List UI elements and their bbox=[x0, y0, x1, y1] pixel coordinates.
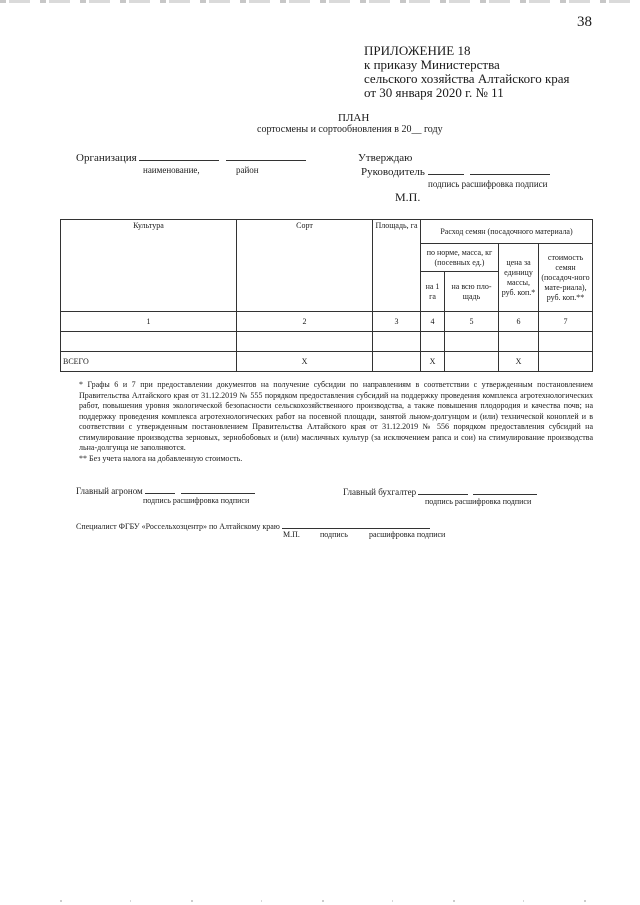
column-numbers-row bbox=[61, 312, 593, 332]
header-sort: Сорт bbox=[237, 220, 373, 312]
col-number: 2 bbox=[237, 312, 373, 332]
cell[interactable] bbox=[539, 332, 593, 352]
total-row bbox=[61, 352, 593, 372]
header-area: Площадь, га bbox=[373, 220, 421, 312]
appendix-line-1: ПРИЛОЖЕНИЕ 18 bbox=[364, 43, 471, 58]
appendix-line-3: сельского хозяйства Алтайского края bbox=[364, 71, 570, 86]
approve-label: Утверждаю bbox=[358, 152, 413, 164]
cell[interactable] bbox=[421, 332, 445, 352]
approve-head-label: Руководитель bbox=[361, 166, 425, 178]
org-label bbox=[76, 151, 306, 164]
total-label: ВСЕГО bbox=[61, 352, 237, 372]
cell[interactable] bbox=[445, 332, 499, 352]
footnote-1: * Графы 6 и 7 при предоставлении документов на получение субсидии по направлениям в соответствии с утвержденным постановлением Правительства Алтайского края от 31.12.2019 № 555 порядком предоставления субсидий на поддержку проведения комплекса агротехнологических работ, повышения уровня экологической безопасности сельскохозяйственного производства, а также повышения плодородия и качества почв; на поддержку проведения комплекса агротехнологических работ на посевной площади, занятой льном-долгунцом и (или) технической коноплей и в соответствии с утвержденным постановлением Правительства Алтайского края от 31.12.2019 № 556 порядком предоставления субсидий на стимулирование производства зерновых, зернобобовых и (или) масличных культур (за исключением рапса и сои) на стимулирование производства льна-долгунца не заполняются. bbox=[79, 380, 593, 452]
specialist-label: Специалист ФГБУ «Россельхозцентр» по Алтайскому краю bbox=[76, 522, 280, 531]
accountant-caption: подпись расшифровка подписи bbox=[425, 497, 532, 506]
agronomist-caption: подпись расшифровка подписи bbox=[143, 496, 250, 505]
cell[interactable] bbox=[61, 332, 237, 352]
document-subtitle: сортосмены и сортообновления в 20__ году bbox=[257, 124, 443, 135]
footnote-2: ** Без учета налога на добавленную стоимость. bbox=[79, 453, 243, 463]
total-mark: Х bbox=[237, 352, 373, 372]
accountant-label: Главный бухгалтер bbox=[343, 487, 417, 497]
approve-head bbox=[361, 165, 550, 178]
header-seed-consumption: Расход семян (посадочного материала) bbox=[421, 220, 593, 244]
table-row bbox=[61, 332, 593, 352]
specialist-decode-caption: расшифровка подписи bbox=[369, 530, 446, 539]
org-label-text: Организация bbox=[76, 152, 137, 164]
cell[interactable] bbox=[499, 332, 539, 352]
total-mark: Х bbox=[499, 352, 539, 372]
total-mark: Х bbox=[421, 352, 445, 372]
agronomist-name-field[interactable] bbox=[181, 484, 255, 494]
footnotes bbox=[79, 380, 593, 464]
approve-sign-caption: подпись расшифровка подписи bbox=[428, 179, 548, 189]
head-signature-field[interactable] bbox=[428, 165, 464, 175]
specialist-sign-caption: подпись bbox=[320, 530, 348, 539]
document-title: ПЛАН bbox=[338, 112, 370, 124]
col-number: 6 bbox=[499, 312, 539, 332]
cell[interactable] bbox=[237, 332, 373, 352]
page-number: 38 bbox=[577, 14, 592, 30]
col-number: 1 bbox=[61, 312, 237, 332]
col-number: 3 bbox=[373, 312, 421, 332]
accountant-name-field[interactable] bbox=[473, 485, 537, 495]
col-number: 5 bbox=[445, 312, 499, 332]
cell[interactable] bbox=[373, 352, 421, 372]
org-name-caption: наименование, bbox=[143, 165, 200, 175]
col-number: 7 bbox=[539, 312, 593, 332]
plan-table bbox=[60, 219, 593, 372]
scan-artifact-bottom bbox=[0, 900, 640, 902]
header-total-area: на всю пло-щадь bbox=[445, 272, 499, 312]
col-number: 4 bbox=[421, 312, 445, 332]
agronomist-sign-field[interactable] bbox=[145, 484, 175, 494]
approve-stamp: М.П. bbox=[395, 190, 421, 204]
accountant-sign-field[interactable] bbox=[418, 485, 468, 495]
accountant-signature bbox=[343, 485, 537, 497]
header-culture: Культура bbox=[61, 220, 237, 312]
org-name-field[interactable] bbox=[139, 151, 219, 161]
agronomist-signature bbox=[76, 484, 255, 496]
specialist-field[interactable] bbox=[282, 519, 430, 529]
head-name-field[interactable] bbox=[470, 165, 550, 175]
header-norm: по норме, масса, кг (посевных ед.) bbox=[421, 244, 499, 272]
cell[interactable] bbox=[539, 352, 593, 372]
specialist-stamp: М.П. bbox=[283, 530, 300, 539]
header-price: цена за единицу массы, руб. коп.* bbox=[499, 244, 539, 312]
appendix-line-4: от 30 января 2020 г. № 11 bbox=[364, 85, 504, 100]
cell[interactable] bbox=[445, 352, 499, 372]
cell[interactable] bbox=[373, 332, 421, 352]
header-per-ha: на 1 га bbox=[421, 272, 445, 312]
agronomist-label: Главный агроном bbox=[76, 486, 143, 496]
scan-artifact-top bbox=[0, 0, 640, 3]
org-district-field[interactable] bbox=[226, 151, 306, 161]
header-cost: стоимость семян (посадоч-ного мате-риала), руб. коп.** bbox=[539, 244, 593, 312]
appendix-line-2: к приказу Министерства bbox=[364, 57, 500, 72]
org-district-caption: район bbox=[236, 165, 259, 175]
